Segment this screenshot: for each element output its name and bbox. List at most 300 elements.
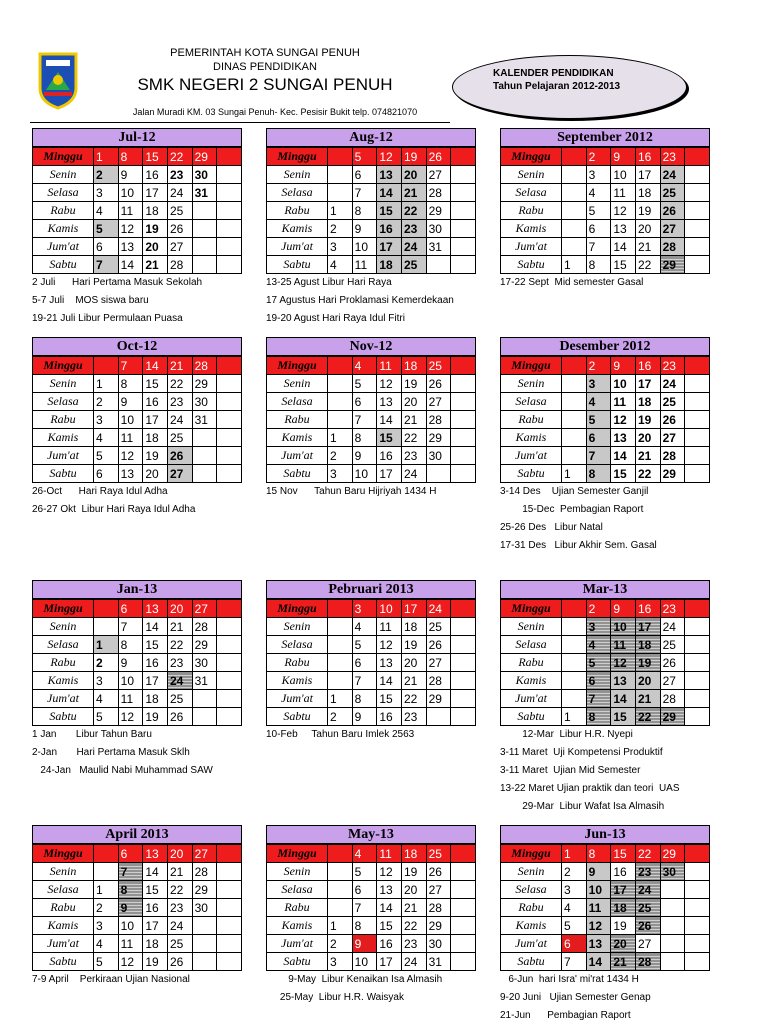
table-row: [33, 953, 242, 971]
day-name-cell: Sabtu: [33, 256, 94, 274]
date-cell: 28: [426, 672, 451, 690]
note-item: 25-26 Des Libur Natal: [500, 522, 603, 533]
date-cell: 14: [377, 672, 402, 690]
date-cell: 1: [328, 202, 353, 220]
date-cell: [192, 953, 217, 971]
date-cell: 28: [660, 238, 685, 256]
date-cell: 11: [377, 618, 402, 636]
day-name-cell: Sabtu: [267, 465, 328, 483]
day-name-cell: Rabu: [33, 899, 94, 917]
date-cell: 31: [426, 953, 451, 971]
date-cell: 2: [328, 708, 353, 726]
date-cell: [451, 600, 476, 618]
date-cell: [217, 636, 242, 654]
date-cell: [217, 465, 242, 483]
month-block: [32, 337, 242, 519]
date-cell: [451, 393, 476, 411]
date-cell: 25: [167, 690, 192, 708]
date-cell: 24: [167, 917, 192, 935]
date-cell: 21: [611, 953, 636, 971]
table-row: [501, 690, 710, 708]
date-cell: 9: [611, 148, 636, 166]
date-cell: [328, 184, 353, 202]
date-cell: [451, 220, 476, 238]
date-cell: 15: [143, 148, 168, 166]
table-row: [267, 917, 476, 935]
day-name-cell: Selasa: [267, 393, 328, 411]
day-name-cell: Rabu: [501, 654, 562, 672]
date-cell: 1: [94, 375, 119, 393]
date-cell: [660, 881, 685, 899]
date-cell: 20: [167, 600, 192, 618]
date-cell: [562, 184, 587, 202]
table-row: [33, 672, 242, 690]
date-cell: 9: [118, 899, 143, 917]
date-cell: 28: [426, 184, 451, 202]
day-name-cell: Sabtu: [33, 708, 94, 726]
month-notes: [266, 971, 476, 1007]
day-name-cell: Selasa: [501, 636, 562, 654]
date-cell: 25: [426, 618, 451, 636]
date-cell: 7: [586, 447, 611, 465]
date-cell: 30: [426, 935, 451, 953]
day-name-cell: Selasa: [33, 881, 94, 899]
date-cell: 5: [94, 447, 119, 465]
date-cell: 18: [143, 690, 168, 708]
date-cell: 17: [143, 184, 168, 202]
date-cell: 16: [143, 899, 168, 917]
date-cell: 22: [167, 148, 192, 166]
date-cell: 13: [377, 881, 402, 899]
date-cell: 17: [143, 411, 168, 429]
month-block: [266, 128, 476, 328]
table-row: [501, 618, 710, 636]
date-cell: 17: [635, 375, 660, 393]
date-cell: 25: [660, 184, 685, 202]
date-cell: [562, 220, 587, 238]
date-cell: 10: [352, 465, 377, 483]
note-item: 13-25 Agust Libur Hari Raya: [266, 277, 392, 288]
day-name-cell: Senin: [501, 618, 562, 636]
date-cell: 27: [635, 935, 660, 953]
day-name-cell: Minggu: [501, 600, 562, 618]
day-name-cell: Kamis: [267, 917, 328, 935]
date-cell: 21: [635, 690, 660, 708]
date-cell: [328, 375, 353, 393]
date-cell: 11: [586, 899, 611, 917]
day-name-cell: Rabu: [267, 899, 328, 917]
date-cell: 2: [586, 600, 611, 618]
date-cell: 16: [635, 148, 660, 166]
date-cell: 14: [377, 411, 402, 429]
date-cell: 7: [94, 256, 119, 274]
day-name-cell: Sabtu: [267, 953, 328, 971]
day-name-cell: Jum'at: [501, 447, 562, 465]
day-name-cell: Jum'at: [501, 690, 562, 708]
date-cell: 14: [611, 238, 636, 256]
date-cell: 25: [401, 256, 426, 274]
table-row: [501, 375, 710, 393]
date-cell: 4: [94, 202, 119, 220]
date-cell: 4: [586, 393, 611, 411]
month-title: Pebruari 2013: [266, 580, 476, 599]
date-cell: 3: [94, 411, 119, 429]
date-cell: 2: [328, 935, 353, 953]
date-cell: 11: [377, 357, 402, 375]
date-cell: 9: [118, 166, 143, 184]
date-cell: [451, 429, 476, 447]
date-cell: 19: [635, 202, 660, 220]
day-name-cell: Senin: [267, 618, 328, 636]
date-cell: 22: [167, 881, 192, 899]
date-cell: 5: [586, 202, 611, 220]
day-name-cell: Rabu: [33, 411, 94, 429]
date-cell: 12: [118, 220, 143, 238]
date-cell: [217, 256, 242, 274]
date-cell: 5: [352, 148, 377, 166]
date-cell: [685, 654, 710, 672]
month-block: [500, 337, 710, 555]
date-cell: [685, 636, 710, 654]
date-cell: 20: [635, 429, 660, 447]
date-cell: [685, 166, 710, 184]
date-cell: 24: [660, 618, 685, 636]
day-name-cell: Sabtu: [33, 953, 94, 971]
month-block: [266, 337, 476, 501]
date-cell: 7: [562, 953, 587, 971]
date-cell: 31: [192, 411, 217, 429]
date-cell: 19: [143, 708, 168, 726]
date-cell: [562, 429, 587, 447]
date-cell: 11: [352, 256, 377, 274]
date-cell: 3: [586, 166, 611, 184]
date-cell: 8: [352, 690, 377, 708]
date-cell: 15: [377, 429, 402, 447]
month-notes: [266, 483, 476, 501]
date-cell: 21: [635, 238, 660, 256]
date-cell: 20: [635, 220, 660, 238]
table-row: [33, 184, 242, 202]
date-cell: [685, 899, 710, 917]
date-cell: 9: [352, 220, 377, 238]
month-table: [266, 599, 476, 726]
date-cell: [685, 357, 710, 375]
date-cell: 22: [401, 429, 426, 447]
date-cell: 9: [352, 935, 377, 953]
date-cell: 6: [94, 465, 119, 483]
table-row: [33, 654, 242, 672]
table-row: [501, 429, 710, 447]
date-cell: 19: [635, 654, 660, 672]
day-name-cell: Minggu: [501, 148, 562, 166]
date-cell: [685, 845, 710, 863]
date-cell: 4: [94, 690, 119, 708]
note-item: 9-20 Juni Ujian Semester Genap: [500, 992, 651, 1003]
date-cell: 25: [635, 899, 660, 917]
date-cell: 10: [352, 953, 377, 971]
day-name-cell: Rabu: [33, 202, 94, 220]
date-cell: 23: [635, 863, 660, 881]
month-block: [500, 580, 710, 816]
date-cell: 8: [586, 845, 611, 863]
date-cell: 1: [94, 636, 119, 654]
date-cell: [685, 863, 710, 881]
date-cell: [562, 447, 587, 465]
date-cell: 7: [586, 690, 611, 708]
day-name-cell: Rabu: [267, 654, 328, 672]
date-cell: 4: [586, 184, 611, 202]
date-cell: 5: [586, 411, 611, 429]
date-cell: 26: [660, 202, 685, 220]
day-name-cell: Kamis: [267, 672, 328, 690]
date-cell: 16: [377, 708, 402, 726]
month-title: Oct-12: [32, 337, 242, 356]
date-cell: 6: [562, 935, 587, 953]
note-item: 7-9 April Perkiraan Ujian Nasional: [32, 974, 190, 985]
date-cell: [217, 953, 242, 971]
note-item: 26-Oct Hari Raya Idul Adha: [32, 486, 168, 497]
date-cell: 21: [401, 184, 426, 202]
date-cell: 10: [611, 375, 636, 393]
day-name-cell: Kamis: [501, 429, 562, 447]
date-cell: 10: [586, 881, 611, 899]
note-item: 15-Dec Pembagian Raport: [500, 504, 644, 515]
table-row: [267, 411, 476, 429]
date-cell: [562, 166, 587, 184]
date-cell: 8: [586, 708, 611, 726]
date-cell: [562, 636, 587, 654]
note-item: 15 Nov Tahun Baru Hijriyah 1434 H: [266, 486, 437, 497]
date-cell: 10: [377, 600, 402, 618]
date-cell: 11: [118, 690, 143, 708]
date-cell: [451, 166, 476, 184]
month-title: Mar-13: [500, 580, 710, 599]
note-item: 19-20 Agust Hari Raya Idul Fitri: [266, 313, 405, 324]
date-cell: [451, 708, 476, 726]
date-cell: [685, 256, 710, 274]
date-cell: 29: [192, 375, 217, 393]
date-cell: 26: [660, 411, 685, 429]
date-cell: 3: [562, 881, 587, 899]
date-cell: 22: [635, 465, 660, 483]
date-cell: 25: [660, 636, 685, 654]
header-divider: [30, 122, 450, 123]
date-cell: 13: [143, 845, 168, 863]
date-cell: 26: [426, 375, 451, 393]
date-cell: 6: [586, 220, 611, 238]
date-cell: 26: [635, 917, 660, 935]
date-cell: 28: [635, 953, 660, 971]
date-cell: 17: [401, 600, 426, 618]
table-row: [501, 184, 710, 202]
calendar-title-badge: [452, 55, 687, 119]
date-cell: [217, 708, 242, 726]
date-cell: 8: [352, 917, 377, 935]
table-row: [267, 881, 476, 899]
note-item: 29-Mar Libur Wafat Isa Almasih: [500, 801, 665, 812]
date-cell: 31: [192, 672, 217, 690]
date-cell: 16: [611, 863, 636, 881]
date-cell: 29: [192, 881, 217, 899]
table-row: [267, 935, 476, 953]
date-cell: [328, 600, 353, 618]
date-cell: [217, 429, 242, 447]
date-cell: [660, 953, 685, 971]
day-name-cell: Jum'at: [33, 238, 94, 256]
date-cell: [451, 148, 476, 166]
date-cell: 15: [377, 917, 402, 935]
date-cell: [192, 917, 217, 935]
date-cell: 6: [118, 600, 143, 618]
date-cell: 11: [377, 845, 402, 863]
date-cell: [562, 672, 587, 690]
note-item: 17-22 Sept Mid semester Gasal: [500, 277, 644, 288]
table-row: [33, 863, 242, 881]
day-name-cell: Kamis: [501, 917, 562, 935]
date-cell: [451, 375, 476, 393]
date-cell: 19: [635, 411, 660, 429]
month-notes: [500, 971, 710, 1025]
date-cell: 2: [328, 447, 353, 465]
school-address: Jalan Muradi KM. 03 Sungai Penuh- Kec. Pesisir Bukit telp. 074821070: [132, 107, 418, 117]
table-row: [33, 690, 242, 708]
date-cell: 11: [611, 393, 636, 411]
date-cell: 26: [167, 953, 192, 971]
date-cell: 20: [401, 654, 426, 672]
date-cell: 11: [611, 184, 636, 202]
date-cell: 8: [586, 256, 611, 274]
date-cell: 12: [377, 375, 402, 393]
date-cell: 30: [660, 863, 685, 881]
date-cell: 4: [94, 935, 119, 953]
day-name-cell: Senin: [267, 375, 328, 393]
day-name-cell: Sabtu: [501, 708, 562, 726]
table-row: [267, 202, 476, 220]
day-name-cell: Jum'at: [267, 690, 328, 708]
month-notes: [500, 483, 710, 555]
month-title: September 2012: [500, 128, 710, 147]
month-title: Nov-12: [266, 337, 476, 356]
date-cell: [685, 953, 710, 971]
table-row: [501, 166, 710, 184]
table-row: [267, 148, 476, 166]
day-name-cell: Sabtu: [501, 256, 562, 274]
table-row: [33, 600, 242, 618]
date-cell: 6: [352, 881, 377, 899]
date-cell: 13: [143, 600, 168, 618]
date-cell: [192, 447, 217, 465]
academic-year: Tahun Pelajaran 2012-2013: [493, 81, 621, 92]
day-name-cell: Kamis: [267, 429, 328, 447]
day-name-cell: Jum'at: [33, 447, 94, 465]
day-name-cell: Selasa: [501, 881, 562, 899]
date-cell: [685, 881, 710, 899]
date-cell: 18: [143, 202, 168, 220]
date-cell: 27: [192, 845, 217, 863]
date-cell: 25: [167, 202, 192, 220]
note-item: 9-May Libur Kenaikan Isa Almasih: [266, 974, 443, 985]
date-cell: 3: [94, 672, 119, 690]
note-item: 5-7 Juli MOS siswa baru: [32, 295, 149, 306]
date-cell: 1: [328, 917, 353, 935]
table-row: [267, 238, 476, 256]
date-cell: [451, 899, 476, 917]
table-row: [501, 881, 710, 899]
date-cell: 1: [94, 148, 119, 166]
date-cell: 17: [143, 917, 168, 935]
date-cell: 6: [94, 238, 119, 256]
date-cell: [660, 917, 685, 935]
day-name-cell: Senin: [33, 375, 94, 393]
date-cell: 30: [426, 220, 451, 238]
date-cell: [451, 238, 476, 256]
date-cell: 12: [377, 636, 402, 654]
date-cell: 7: [352, 411, 377, 429]
date-cell: [685, 202, 710, 220]
day-name-cell: Rabu: [267, 411, 328, 429]
table-row: [267, 600, 476, 618]
date-cell: 20: [143, 465, 168, 483]
day-name-cell: Minggu: [33, 600, 94, 618]
day-name-cell: Jum'at: [267, 238, 328, 256]
date-cell: 1: [328, 429, 353, 447]
date-cell: 29: [660, 845, 685, 863]
date-cell: 9: [611, 357, 636, 375]
date-cell: 26: [167, 447, 192, 465]
date-cell: [192, 220, 217, 238]
date-cell: 4: [562, 899, 587, 917]
date-cell: [217, 917, 242, 935]
date-cell: 19: [401, 636, 426, 654]
date-cell: 15: [143, 375, 168, 393]
date-cell: [94, 618, 119, 636]
date-cell: 19: [401, 148, 426, 166]
date-cell: [685, 393, 710, 411]
table-row: [501, 654, 710, 672]
table-row: [267, 618, 476, 636]
table-row: [267, 708, 476, 726]
date-cell: 8: [352, 429, 377, 447]
date-cell: [685, 447, 710, 465]
date-cell: 21: [635, 447, 660, 465]
day-name-cell: Senin: [267, 863, 328, 881]
date-cell: [451, 935, 476, 953]
date-cell: [685, 465, 710, 483]
month-table: [266, 147, 476, 274]
day-name-cell: Selasa: [267, 881, 328, 899]
day-name-cell: Rabu: [501, 202, 562, 220]
date-cell: [562, 600, 587, 618]
date-cell: [451, 672, 476, 690]
day-name-cell: Jum'at: [33, 935, 94, 953]
date-cell: [685, 148, 710, 166]
day-name-cell: Selasa: [33, 636, 94, 654]
date-cell: 12: [377, 863, 402, 881]
date-cell: 15: [611, 465, 636, 483]
day-name-cell: Selasa: [267, 636, 328, 654]
date-cell: 24: [635, 881, 660, 899]
date-cell: 5: [352, 636, 377, 654]
date-cell: 9: [611, 600, 636, 618]
date-cell: [660, 935, 685, 953]
date-cell: 8: [352, 202, 377, 220]
table-row: [33, 429, 242, 447]
date-cell: 13: [377, 393, 402, 411]
date-cell: 14: [118, 256, 143, 274]
table-row: [267, 256, 476, 274]
date-cell: 13: [118, 465, 143, 483]
date-cell: [328, 845, 353, 863]
